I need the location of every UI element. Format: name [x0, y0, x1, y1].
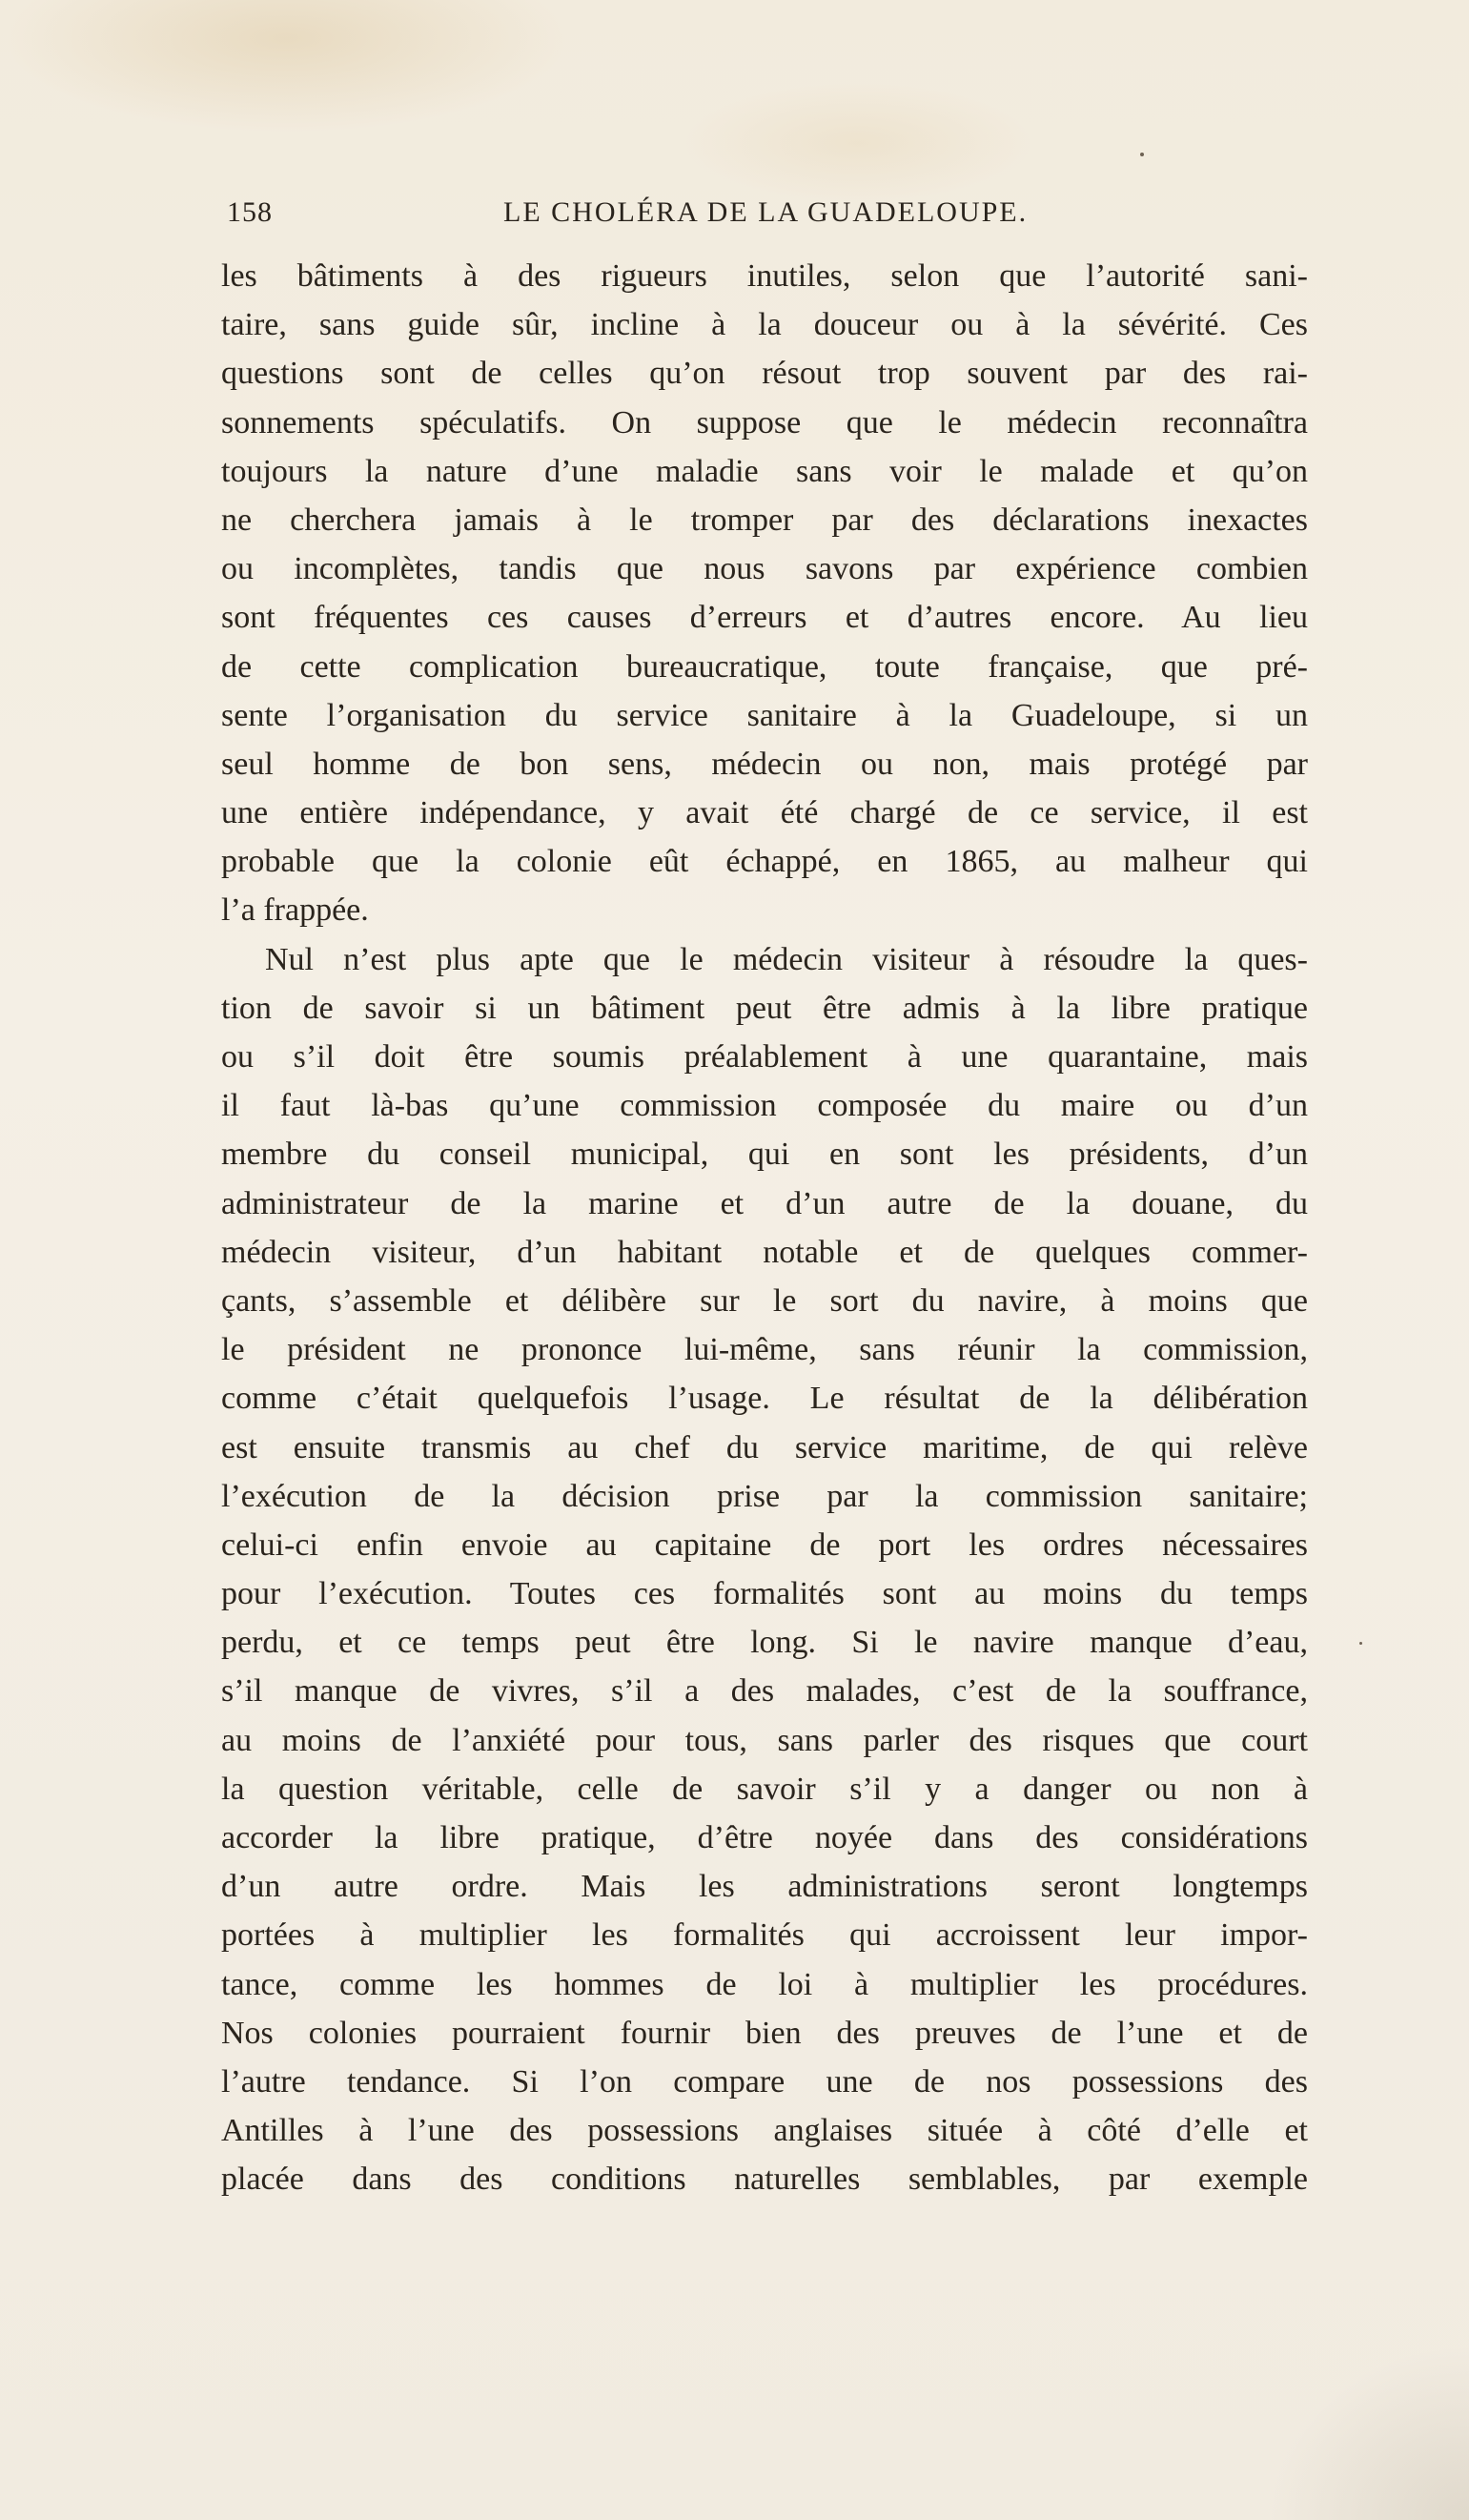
- text-line: ou s’il doit être soumis préalablement à une quarantaine, mais: [221, 1039, 1308, 1075]
- page-number: 158: [227, 196, 273, 228]
- text-line: médecin visiteur, d’un habitant notable et de quelques commer-: [221, 1234, 1308, 1270]
- text-line: ne cherchera jamais à le tromper par des déclarations inexactes: [221, 502, 1308, 538]
- paragraph-1: [221, 252, 1308, 935]
- text-line: comme c’était quelquefois l’usage. Le résultat de la délibération: [221, 1381, 1308, 1417]
- text-line: probable que la colonie eût échappé, en 1865, au malheur qui: [221, 844, 1308, 880]
- text-line: une entière indépendance, y avait été chargé de ce service, il est: [221, 795, 1308, 831]
- running-title: LE CHOLÉRA DE LA GUADELOUPE.: [503, 196, 1029, 228]
- text-line: de cette complication bureaucratique, toute française, que pré-: [221, 648, 1308, 685]
- text-line: toujours la nature d’une maladie sans voir le malade et qu’on: [221, 453, 1308, 489]
- ink-speck: [1359, 1642, 1362, 1645]
- text-line: taire, sans guide sûr, incline à la douceur ou à la sévérité. Ces: [221, 307, 1308, 343]
- text-line: sont fréquentes ces causes d’erreurs et d’autres encore. Au lieu: [221, 600, 1308, 636]
- text-line: administrateur de la marine et d’un autre de la douane, du: [221, 1185, 1308, 1221]
- text-line: çants, s’assemble et délibère sur le sort du navire, à moins que: [221, 1282, 1308, 1319]
- paragraph-2: [221, 935, 1308, 2204]
- text-line: questions sont de celles qu’on résout trop souvent par des rai-: [221, 356, 1308, 392]
- text-line: l’autre tendance. Si l’on compare une de nos possessions des: [221, 2063, 1308, 2100]
- text-line: portées à multiplier les formalités qui accroissent leur impor-: [221, 1917, 1308, 1954]
- text-line: sente l’organisation du service sanitaire à la Guadeloupe, si un: [221, 697, 1308, 733]
- text-line: l’a frappée.: [221, 892, 369, 929]
- text-line: la question véritable, celle de savoir s’il y a danger ou non à: [221, 1771, 1308, 1807]
- text-line: d’un autre ordre. Mais les administrations seront longtemps: [221, 1869, 1308, 1905]
- text-line: est ensuite transmis au chef du service maritime, de qui relève: [221, 1429, 1308, 1465]
- text-line: Nul n’est plus apte que le médecin visiteur à résoudre la ques-: [265, 941, 1308, 977]
- page-header: [227, 196, 1275, 238]
- text-line: membre du conseil municipal, qui en sont les présidents, d’un: [221, 1137, 1308, 1173]
- text-line: ou incomplètes, tandis que nous savons par expérience combien: [221, 551, 1308, 587]
- text-line: accorder la libre pratique, d’être noyée dans des considérations: [221, 1820, 1308, 1855]
- text-line: l’exécution de la décision prise par la commission sanitaire;: [221, 1478, 1308, 1514]
- text-line: seul homme de bon sens, médecin ou non, mais protégé par: [221, 746, 1308, 782]
- text-line: tance, comme les hommes de loi à multiplier les procédures.: [221, 1966, 1308, 2002]
- text-line: il faut là-bas qu’une commission composée du maire ou d’un: [221, 1088, 1308, 1124]
- text-line: s’il manque de vivres, s’il a des malades, c’est de la souffrance,: [221, 1673, 1308, 1710]
- text-line: Nos colonies pourraient fournir bien des preuves de l’une et de: [221, 2015, 1308, 2051]
- text-line: perdu, et ce temps peut être long. Si le navire manque d’eau,: [221, 1625, 1308, 1661]
- text-line: les bâtiments à des rigueurs inutiles, selon que l’autorité sani-: [221, 258, 1308, 294]
- text-line: pour l’exécution. Toutes ces formalités sont au moins du temps: [221, 1576, 1308, 1612]
- text-line: Antilles à l’une des possessions anglaises située à côté d’elle et: [221, 2113, 1308, 2149]
- text-line: sonnements spéculatifs. On suppose que le médecin reconnaîtra: [221, 404, 1308, 440]
- ink-speck: [1140, 153, 1144, 156]
- body-text: [221, 252, 1308, 2204]
- text-line: tion de savoir si un bâtiment peut être admis à la libre pratique: [221, 990, 1308, 1026]
- text-line: placée dans des conditions naturelles semblables, par exemple: [221, 2161, 1308, 2198]
- text-line: celui-ci enfin envoie au capitaine de port les ordres nécessaires: [221, 1526, 1308, 1563]
- text-line: au moins de l’anxiété pour tous, sans parler des risques que court: [221, 1722, 1308, 1758]
- text-line: le président ne prononce lui-même, sans réunir la commission,: [221, 1332, 1308, 1368]
